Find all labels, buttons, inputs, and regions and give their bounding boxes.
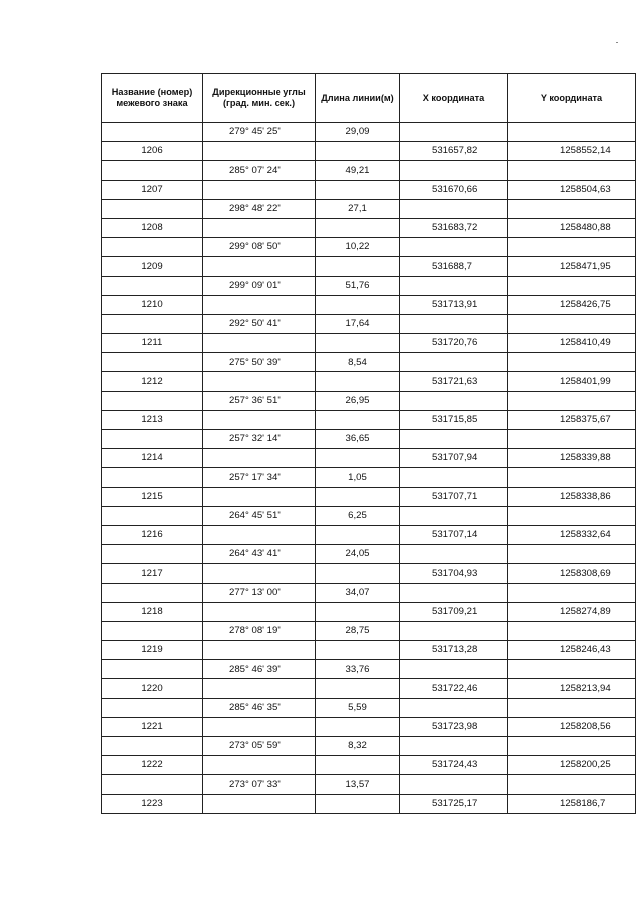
cell-bearing bbox=[203, 602, 316, 621]
cell-length bbox=[316, 334, 400, 353]
cell-marker bbox=[102, 583, 203, 602]
cell-x: 531657,82 bbox=[400, 142, 508, 161]
cell-length: 34,07 bbox=[316, 583, 400, 602]
table-row bbox=[102, 468, 636, 487]
cell-x: 531725,17 bbox=[400, 794, 508, 813]
cell-x: 531723,98 bbox=[400, 717, 508, 736]
cell-bearing: 285° 46' 39" bbox=[203, 660, 316, 679]
cell-bearing: 285° 07' 24" bbox=[203, 161, 316, 180]
table-row bbox=[102, 737, 636, 756]
cell-bearing: 278° 08' 19" bbox=[203, 621, 316, 640]
cell-x: 531713,91 bbox=[400, 295, 508, 314]
cell-marker bbox=[102, 353, 203, 372]
cell-bearing: 273° 05' 59" bbox=[203, 737, 316, 756]
cell-marker: 1212 bbox=[102, 372, 203, 391]
cell-x: 531722,46 bbox=[400, 679, 508, 698]
cell-y: 1258552,14 bbox=[508, 142, 636, 161]
cell-y bbox=[508, 161, 636, 180]
cell-marker: 1206 bbox=[102, 142, 203, 161]
cell-marker: 1213 bbox=[102, 410, 203, 429]
cell-y: 1258246,43 bbox=[508, 641, 636, 660]
cell-bearing bbox=[203, 756, 316, 775]
scan-speck bbox=[616, 42, 618, 43]
cell-x: 531720,76 bbox=[400, 334, 508, 353]
cell-length: 17,64 bbox=[316, 314, 400, 333]
cell-marker: 1219 bbox=[102, 641, 203, 660]
cell-marker: 1218 bbox=[102, 602, 203, 621]
header-bearing: Дирекционные углы (град. мин. сек.) bbox=[203, 74, 316, 123]
cell-length bbox=[316, 410, 400, 429]
cell-marker bbox=[102, 737, 203, 756]
table-row bbox=[102, 199, 636, 218]
cell-bearing: 298° 48' 22" bbox=[203, 199, 316, 218]
cell-y bbox=[508, 391, 636, 410]
cell-bearing bbox=[203, 410, 316, 429]
cell-length bbox=[316, 679, 400, 698]
cell-y bbox=[508, 506, 636, 525]
cell-x bbox=[400, 621, 508, 640]
table-header-row bbox=[102, 74, 636, 123]
cell-x: 531715,85 bbox=[400, 410, 508, 429]
cell-x bbox=[400, 430, 508, 449]
table-row bbox=[102, 295, 636, 314]
cell-length: 27,1 bbox=[316, 199, 400, 218]
table-row bbox=[102, 775, 636, 794]
cell-y bbox=[508, 468, 636, 487]
cell-x bbox=[400, 468, 508, 487]
cell-length: 49,21 bbox=[316, 161, 400, 180]
cell-y: 1258338,86 bbox=[508, 487, 636, 506]
cell-length bbox=[316, 641, 400, 660]
cell-y: 1258213,94 bbox=[508, 679, 636, 698]
cell-length bbox=[316, 602, 400, 621]
cell-marker bbox=[102, 123, 203, 142]
cell-y bbox=[508, 123, 636, 142]
cell-y bbox=[508, 583, 636, 602]
cell-y bbox=[508, 276, 636, 295]
table-row bbox=[102, 180, 636, 199]
cell-bearing: 299° 09' 01" bbox=[203, 276, 316, 295]
cell-x: 531683,72 bbox=[400, 218, 508, 237]
cell-length: 33,76 bbox=[316, 660, 400, 679]
cell-length bbox=[316, 756, 400, 775]
cell-bearing: 277° 13' 00" bbox=[203, 583, 316, 602]
cell-y bbox=[508, 314, 636, 333]
cell-y bbox=[508, 621, 636, 640]
cell-x bbox=[400, 583, 508, 602]
cell-y bbox=[508, 660, 636, 679]
cell-x: 531707,94 bbox=[400, 449, 508, 468]
table-row bbox=[102, 314, 636, 333]
cell-marker bbox=[102, 391, 203, 410]
cell-bearing bbox=[203, 142, 316, 161]
cell-length bbox=[316, 449, 400, 468]
cell-marker: 1222 bbox=[102, 756, 203, 775]
cell-y: 1258308,69 bbox=[508, 564, 636, 583]
cell-x bbox=[400, 775, 508, 794]
cell-marker bbox=[102, 660, 203, 679]
cell-length bbox=[316, 295, 400, 314]
table-row bbox=[102, 449, 636, 468]
table-row bbox=[102, 602, 636, 621]
cell-length: 1,05 bbox=[316, 468, 400, 487]
table-row bbox=[102, 487, 636, 506]
cell-bearing: 264° 45' 51" bbox=[203, 506, 316, 525]
cell-x: 531713,28 bbox=[400, 641, 508, 660]
cell-x: 531709,21 bbox=[400, 602, 508, 621]
cell-x: 531721,63 bbox=[400, 372, 508, 391]
cell-marker: 1214 bbox=[102, 449, 203, 468]
table-row bbox=[102, 391, 636, 410]
cell-x bbox=[400, 238, 508, 257]
cell-bearing bbox=[203, 794, 316, 813]
cell-bearing: 257° 36' 51" bbox=[203, 391, 316, 410]
cell-marker bbox=[102, 161, 203, 180]
cell-x bbox=[400, 161, 508, 180]
cell-bearing bbox=[203, 180, 316, 199]
cell-length: 26,95 bbox=[316, 391, 400, 410]
cell-x bbox=[400, 199, 508, 218]
table-row bbox=[102, 545, 636, 564]
cell-y bbox=[508, 353, 636, 372]
cell-x: 531707,14 bbox=[400, 525, 508, 544]
cell-bearing bbox=[203, 717, 316, 736]
cell-x bbox=[400, 391, 508, 410]
cell-length: 51,76 bbox=[316, 276, 400, 295]
cell-bearing: 257° 32' 14" bbox=[203, 430, 316, 449]
cell-y bbox=[508, 199, 636, 218]
cell-marker bbox=[102, 276, 203, 295]
cell-length bbox=[316, 257, 400, 276]
table-row bbox=[102, 238, 636, 257]
cell-y: 1258186,7 bbox=[508, 794, 636, 813]
cell-x bbox=[400, 737, 508, 756]
cell-bearing bbox=[203, 295, 316, 314]
cell-y: 1258200,25 bbox=[508, 756, 636, 775]
cell-marker: 1223 bbox=[102, 794, 203, 813]
cell-bearing bbox=[203, 641, 316, 660]
table-row bbox=[102, 698, 636, 717]
cell-y: 1258375,67 bbox=[508, 410, 636, 429]
cell-x: 531707,71 bbox=[400, 487, 508, 506]
cell-marker bbox=[102, 314, 203, 333]
cell-marker: 1217 bbox=[102, 564, 203, 583]
cell-y: 1258426,75 bbox=[508, 295, 636, 314]
cell-marker: 1208 bbox=[102, 218, 203, 237]
cell-bearing: 279° 45' 25" bbox=[203, 123, 316, 142]
header-length: Длина линии(м) bbox=[316, 74, 400, 123]
table-row bbox=[102, 410, 636, 429]
table-row bbox=[102, 583, 636, 602]
cell-marker: 1211 bbox=[102, 334, 203, 353]
table-row bbox=[102, 525, 636, 544]
cell-bearing: 257° 17' 34" bbox=[203, 468, 316, 487]
table-row bbox=[102, 161, 636, 180]
cell-length: 10,22 bbox=[316, 238, 400, 257]
table-row bbox=[102, 756, 636, 775]
cell-y: 1258339,88 bbox=[508, 449, 636, 468]
cell-x bbox=[400, 545, 508, 564]
cell-length: 29,09 bbox=[316, 123, 400, 142]
cell-x bbox=[400, 314, 508, 333]
cell-y bbox=[508, 698, 636, 717]
cell-bearing: 264° 43' 41" bbox=[203, 545, 316, 564]
cell-marker bbox=[102, 698, 203, 717]
cell-y: 1258480,88 bbox=[508, 218, 636, 237]
cell-bearing bbox=[203, 487, 316, 506]
cell-length: 24,05 bbox=[316, 545, 400, 564]
cell-length bbox=[316, 564, 400, 583]
table-row bbox=[102, 564, 636, 583]
cell-marker: 1221 bbox=[102, 717, 203, 736]
cell-x: 531724,43 bbox=[400, 756, 508, 775]
cell-length: 5,59 bbox=[316, 698, 400, 717]
cell-y bbox=[508, 775, 636, 794]
cell-bearing: 275° 50' 39" bbox=[203, 353, 316, 372]
table-row bbox=[102, 660, 636, 679]
cell-x: 531670,66 bbox=[400, 180, 508, 199]
cell-length: 28,75 bbox=[316, 621, 400, 640]
cell-x bbox=[400, 698, 508, 717]
header-x: X координата bbox=[400, 74, 508, 123]
table-row bbox=[102, 142, 636, 161]
table-row bbox=[102, 218, 636, 237]
cell-length bbox=[316, 180, 400, 199]
table-row bbox=[102, 257, 636, 276]
cell-y bbox=[508, 545, 636, 564]
cell-y: 1258274,89 bbox=[508, 602, 636, 621]
cell-y: 1258208,56 bbox=[508, 717, 636, 736]
cell-length bbox=[316, 372, 400, 391]
cell-marker: 1210 bbox=[102, 295, 203, 314]
table-row bbox=[102, 276, 636, 295]
cell-bearing: 292° 50' 41" bbox=[203, 314, 316, 333]
cell-y: 1258401,99 bbox=[508, 372, 636, 391]
cell-x: 531704,93 bbox=[400, 564, 508, 583]
cell-marker bbox=[102, 545, 203, 564]
cell-marker bbox=[102, 468, 203, 487]
cell-x bbox=[400, 276, 508, 295]
cell-y bbox=[508, 430, 636, 449]
table-row bbox=[102, 334, 636, 353]
cell-length: 8,32 bbox=[316, 737, 400, 756]
cell-marker bbox=[102, 775, 203, 794]
cell-y bbox=[508, 238, 636, 257]
cell-marker: 1220 bbox=[102, 679, 203, 698]
cell-y: 1258471,95 bbox=[508, 257, 636, 276]
table-row bbox=[102, 506, 636, 525]
cell-marker: 1216 bbox=[102, 525, 203, 544]
cell-marker bbox=[102, 199, 203, 218]
table-body bbox=[102, 123, 636, 814]
cell-bearing bbox=[203, 679, 316, 698]
table-row bbox=[102, 794, 636, 813]
cell-y: 1258410,49 bbox=[508, 334, 636, 353]
cell-length: 6,25 bbox=[316, 506, 400, 525]
cell-bearing bbox=[203, 334, 316, 353]
cell-length: 36,65 bbox=[316, 430, 400, 449]
cell-x: 531688,7 bbox=[400, 257, 508, 276]
cell-length bbox=[316, 717, 400, 736]
table-row bbox=[102, 641, 636, 660]
cell-bearing bbox=[203, 564, 316, 583]
cell-marker: 1209 bbox=[102, 257, 203, 276]
table-row bbox=[102, 123, 636, 142]
table-row bbox=[102, 372, 636, 391]
cell-y bbox=[508, 737, 636, 756]
cell-bearing: 285° 46' 35" bbox=[203, 698, 316, 717]
cell-x bbox=[400, 660, 508, 679]
cell-length bbox=[316, 525, 400, 544]
cell-marker bbox=[102, 238, 203, 257]
cell-x bbox=[400, 123, 508, 142]
cell-x bbox=[400, 506, 508, 525]
cell-length bbox=[316, 142, 400, 161]
cell-bearing bbox=[203, 449, 316, 468]
cell-bearing bbox=[203, 525, 316, 544]
cell-x bbox=[400, 353, 508, 372]
cell-y: 1258504,63 bbox=[508, 180, 636, 199]
cell-marker: 1215 bbox=[102, 487, 203, 506]
cell-length bbox=[316, 794, 400, 813]
cell-marker bbox=[102, 506, 203, 525]
cell-bearing bbox=[203, 218, 316, 237]
header-marker: Название (номер) межевого знака bbox=[102, 74, 203, 123]
cell-length bbox=[316, 218, 400, 237]
cell-bearing: 299° 08' 50" bbox=[203, 238, 316, 257]
table-row bbox=[102, 679, 636, 698]
cell-length: 8,54 bbox=[316, 353, 400, 372]
cell-length: 13,57 bbox=[316, 775, 400, 794]
cell-bearing: 273° 07' 33" bbox=[203, 775, 316, 794]
table-row bbox=[102, 430, 636, 449]
cell-bearing bbox=[203, 257, 316, 276]
table-row bbox=[102, 353, 636, 372]
cell-marker bbox=[102, 430, 203, 449]
cell-marker bbox=[102, 621, 203, 640]
cell-y: 1258332,64 bbox=[508, 525, 636, 544]
header-y: Y координата bbox=[508, 74, 636, 123]
table-row bbox=[102, 717, 636, 736]
coordinates-table bbox=[101, 73, 636, 814]
cell-bearing bbox=[203, 372, 316, 391]
table-row bbox=[102, 621, 636, 640]
cell-length bbox=[316, 487, 400, 506]
cell-marker: 1207 bbox=[102, 180, 203, 199]
